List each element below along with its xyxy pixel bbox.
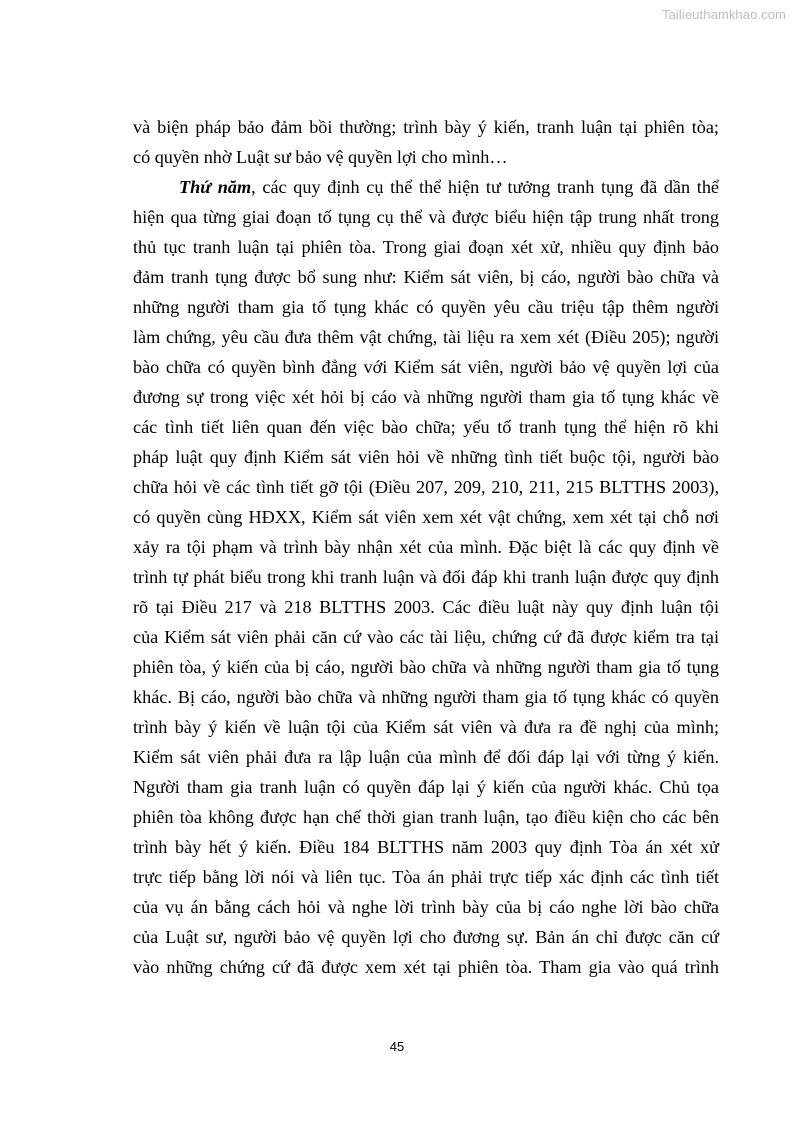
text-line: của vụ án bằng cách hỏi và nghe lời trình bày của bị cáo nghe lời bào chữa [133, 897, 719, 917]
paragraph-2 [133, 172, 719, 982]
text-line: của Luật sư, người bảo vệ quyền lợi cho đương sự. Bản án chỉ được căn cứ [133, 927, 719, 947]
text-line: trình bày hết ý kiến. Điều 184 BLTTHS năm 2003 quy định Tòa án xét xử [133, 837, 719, 857]
text-line: của Kiểm sát viên phải căn cứ vào các tài liệu, chứng cứ đã được kiểm tra tại [133, 627, 719, 647]
text-line: xảy ra tội phạm và trình bày nhận xét của mình. Đặc biệt là các quy định về [133, 537, 719, 557]
text-line: rõ tại Điều 217 và 218 BLTTHS 2003. Các điều luật này quy định luận tội [133, 597, 719, 617]
text-line: khác. Bị cáo, người bào chữa và những người tham gia tố tụng khác có quyền [133, 687, 719, 707]
text-line: và biện pháp bảo đảm bồi thường; trình bày ý kiến, tranh luận tại phiên tòa; [133, 117, 719, 137]
text-line: phiên tòa không được hạn chế thời gian tranh luận, tạo điều kiện cho các bên [133, 807, 719, 827]
page-number: 45 [389, 1039, 405, 1054]
text-line: trình bày ý kiến về luận tội của Kiểm sát viên và đưa ra đề nghị của mình; [133, 717, 719, 737]
text-line-first [133, 172, 719, 202]
paragraph-lead: Thứ năm [179, 177, 252, 197]
text-line: trình tự phát biểu trong khi tranh luận và đối đáp khi tranh luận được quy định [133, 567, 719, 587]
text-line: thủ tục tranh luận tại phiên tòa. Trong giai đoạn xét xử, nhiều quy định bảo [133, 237, 719, 257]
text-line: vào những chứng cứ đã được xem xét tại phiên tòa. Tham gia vào quá trình [133, 957, 719, 977]
document-body [133, 112, 719, 982]
text-line: hiện qua từng giai đoạn tố tụng cụ thể và được biểu hiện tập trung nhất trong [133, 207, 719, 227]
text-line: Kiểm sát viên phải đưa ra lập luận của mình để đối đáp lại với từng ý kiến. [133, 747, 719, 767]
text-line-rest: , các quy định cụ thể thể hiện tư tưởng tranh tụng đã dần thể [251, 177, 719, 197]
text-line: có quyền cùng HĐXX, Kiểm sát viên xem xét vật chứng, xem xét tại chỗ nơi [133, 507, 719, 527]
text-line: những người tham gia tố tụng khác có quyền yêu cầu triệu tập thêm người [133, 297, 719, 317]
text-line: trực tiếp bằng lời nói và liên tục. Tòa án phải trực tiếp xác định các tình tiết [133, 867, 719, 887]
text-line: làm chứng, yêu cầu đưa thêm vật chứng, tài liệu ra xem xét (Điều 205); người [133, 327, 719, 347]
text-line: có quyền nhờ Luật sư bảo vệ quyền lợi cho mình… [133, 147, 508, 167]
text-line: đương sự trong việc xét hỏi bị cáo và những người tham gia tố tụng khác về [133, 387, 719, 407]
text-line: Người tham gia tranh luận có quyền đáp lại ý kiến của người khác. Chủ tọa [133, 777, 719, 797]
text-line: các tình tiết liên quan đến việc bào chữa; yếu tố tranh tụng thể hiện rõ khi [133, 417, 719, 437]
text-line: chữa hỏi về các tình tiết gỡ tội (Điều 207, 209, 210, 211, 215 BLTTHS 2003), [133, 477, 719, 497]
text-line: đảm tranh tụng được bổ sung như: Kiểm sát viên, bị cáo, người bào chữa và [133, 267, 719, 287]
text-line: phiên tòa, ý kiến của bị cáo, người bào chữa và những người tham gia tố tụng [133, 657, 719, 677]
watermark-text: Tailieuthamkhao.com [661, 7, 786, 22]
text-line: bào chữa có quyền bình đẳng với Kiểm sát viên, người bảo vệ quyền lợi của [133, 357, 719, 377]
paragraph-1 [133, 112, 719, 172]
text-line: pháp luật quy định Kiểm sát viên hỏi về những tình tiết buộc tội, người bào [133, 447, 719, 467]
